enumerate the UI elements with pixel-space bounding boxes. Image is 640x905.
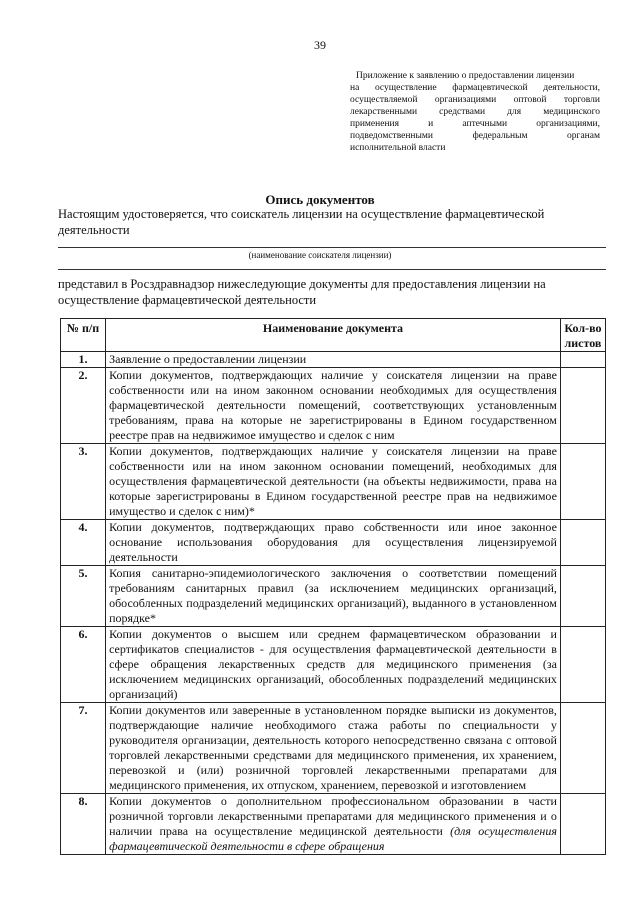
row-sheet-count — [560, 703, 605, 794]
row-document-name: Копии документов о высшем или среднем фармацевтическом образовании и сертификатов специалистов - для осуществления фармацевтической деятельности в сфере обращения лекарственных средств для медицинского применения (за исключением медицинских организаций, обособленных подразделений медицинских организаций) — [106, 627, 561, 703]
header-num: № п/п — [61, 319, 106, 352]
row-document-name-text: Копии документов о дополнительном профессиональном образовании в части розничной торговли лекарственными препаратами для медицинского применения и о наличии права на осуществление медицинской деятельности — [109, 794, 557, 838]
appendix-note — [350, 70, 600, 154]
row-sheet-count — [560, 794, 605, 855]
page-number: 39 — [314, 38, 326, 52]
documents-table — [60, 318, 606, 855]
appendix-line: подведомственными федеральным органам — [350, 131, 600, 141]
document-title: Опись документов — [265, 192, 375, 207]
row-number: 2. — [61, 368, 106, 444]
row-number: 6. — [61, 627, 106, 703]
table-row — [61, 566, 606, 627]
table-row — [61, 794, 606, 855]
table-row — [61, 352, 606, 368]
applicant-name-line — [58, 247, 606, 248]
table-row — [61, 444, 606, 520]
appendix-line: исполнительной власти — [350, 143, 446, 153]
row-number: 8. — [61, 794, 106, 855]
row-document-name: Копии документов, подтверждающих право собственности или иное законное основание использования оборудования для осуществления лицензируемой деятельности — [106, 520, 561, 566]
table-row — [61, 520, 606, 566]
row-sheet-count — [560, 566, 605, 627]
row-document-name: Копия санитарно-эпидемиологического заключения о соответствии помещений требованиям санитарных правил (за исключением медицинских организаций, обособленных подразделений медицинских организаций), выданного в установленном порядке* — [106, 566, 561, 627]
appendix-line: применения и аптечными организациями, — [350, 119, 600, 129]
row-sheet-count — [560, 444, 605, 520]
row-document-name — [106, 794, 561, 855]
row-sheet-count — [560, 627, 605, 703]
applicant-name-caption: (наименование соискателя лицензии) — [248, 250, 392, 260]
row-number: 5. — [61, 566, 106, 627]
table-row — [61, 368, 606, 444]
row-document-name: Копии документов, подтверждающих наличие у соискателя лицензии на праве собственности или на ином законном основании необходимых для осуществления фармацевтической деятельности помещений, соответствующих установленным требованиям, права на которые не зарегистрированы в Едином государственном реестре прав на недвижимое имущество и сделок с ним — [106, 368, 561, 444]
header-qty: Кол-во листов — [560, 319, 605, 352]
row-document-name: Копии документов или заверенные в установленном порядке выписки из документов, подтверждающие наличие необходимого стажа работы по специальности у руководителя организации, деятельность которого непосредственно связана с оптовой торговлей лекарственными средствами для медицинского применения, их хранением, перевозкой и (или) розничной торговлей лекарственными препаратами для медицинского применения, их отпуском, хранением, перевозкой и изготовлением — [106, 703, 561, 794]
applicant-name-line-2 — [58, 269, 606, 270]
row-number: 3. — [61, 444, 106, 520]
header-name: Наименование документа — [106, 319, 561, 352]
row-number: 1. — [61, 352, 106, 368]
row-number: 4. — [61, 520, 106, 566]
row-document-name: Копии документов, подтверждающих наличие у соискателя лицензии на праве собственности или на ином законном основании помещений, необходимых для осуществления фармацевтической деятельности (на объекты недвижимости, права на которые зарегистрированы в Едином государственной реестре прав на недвижимое имущество и сделок с ним)* — [106, 444, 561, 520]
row-sheet-count — [560, 352, 605, 368]
table-row — [61, 627, 606, 703]
row-document-name: Заявление о предоставлении лицензии — [106, 352, 561, 368]
submitted-paragraph: представил в Росздравнадзор нижеследующие документы для предоставления лицензии на осуществление фармацевтической деятельности — [58, 277, 546, 307]
table-header-row — [61, 319, 606, 352]
intro-paragraph: Настоящим удостоверяется, что соискатель лицензии на осуществление фармацевтической деятельности — [58, 207, 545, 237]
appendix-line: лекарственными средствами для медицинского — [350, 107, 600, 117]
table-row — [61, 703, 606, 794]
row-sheet-count — [560, 520, 605, 566]
appendix-line: на осуществление фармацевтической деятельности, — [350, 83, 600, 93]
row-document-name-italic: (для осуществления фармацевтической деятельности в сфере обращения — [109, 824, 557, 853]
row-number: 7. — [61, 703, 106, 794]
appendix-line: Приложение к заявлению о предоставлении лицензии — [356, 71, 575, 81]
appendix-line: осуществляемой организациями оптовой торговли — [350, 95, 600, 105]
row-sheet-count — [560, 368, 605, 444]
